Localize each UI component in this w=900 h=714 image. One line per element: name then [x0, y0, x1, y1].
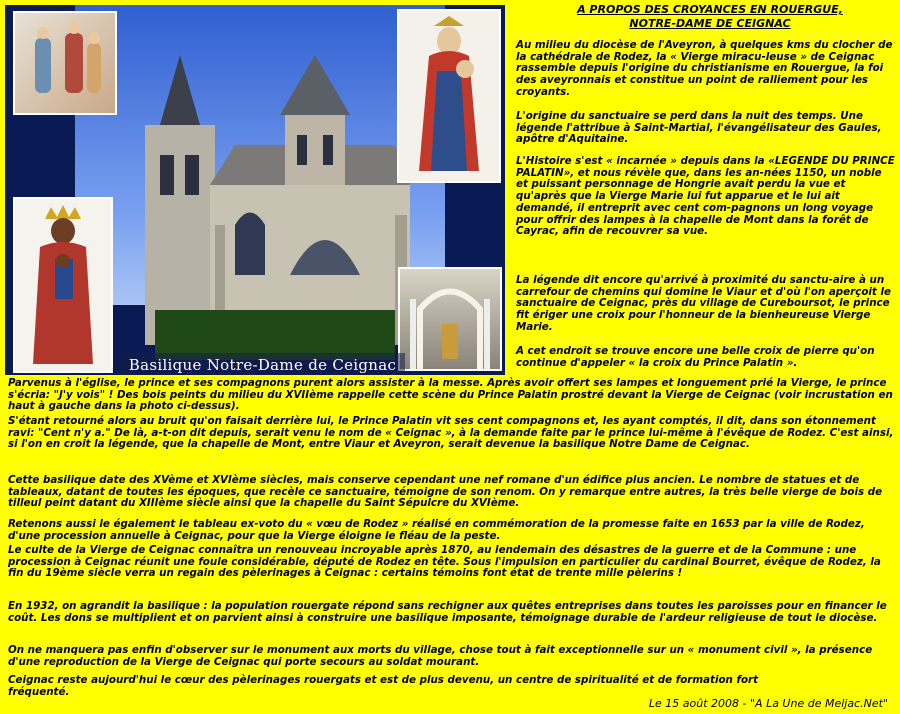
paragraph-conclusion: Ceignac reste aujourd'hui le cœur des pèlerinages rouergats et est de plus devenu, un centre de spiritualité et de formation fort fréquenté.	[8, 674, 759, 698]
basilica-photo-montage	[5, 5, 505, 375]
paragraph-intro: Au milieu du diocèse de l'Aveyron, à quelques kms du clocher de la cathédrale de Rodez, la « Vierge miracu-leuse » de Ceignac rassemble depuis l'origine du christianisme en Rouergue, la foi des aveyronnais et constitue un point de ralliement pour les croyants.	[516, 39, 893, 98]
footer-date-credit: Le 15 août 2008 - "A La Une de Meljac.Net"	[648, 697, 888, 710]
nave-interior-icon	[400, 269, 500, 369]
inset-crowned-virgin	[13, 197, 113, 373]
paragraph-1932: En 1932, on agrandit la basilique : la population rouergate répond sans rechigner aux quêtes entreprises dans toutes les paroisses pour en financer le coût. Les dons se multiplient et on parvient ainsi à construire une basilique imposante, témoignage durable de l'ardeur religieuse de tout le diocèse.	[8, 600, 887, 624]
paragraph-origin: L'origine du sanctuaire se perd dans la nuit des temps. Une légende l'attribue à Saint-Martial, l'évangélisateur des Gaules, apôtre d'Aquitaine.	[516, 110, 882, 146]
inset-basilica-interior	[398, 267, 502, 371]
paragraph-stone-cross: A cet endroit se trouve encore une belle croix de pierre qu'on continue d'appeler « la croix du Prince Palatin ».	[516, 345, 875, 369]
prince-palatin-scene-icon	[15, 13, 115, 113]
title-line-2: NOTRE-DAME DE CEIGNAC	[629, 17, 791, 30]
title-line-1: A PROPOS DES CROYANCES EN ROUERGUE,	[577, 3, 843, 16]
paragraph-war-memorial: On ne manquera pas enfin d'observer sur le monument aux morts du village, chose tout à fait exceptionnelle sur un « monument civil », la présence d'une reproduction de la Vierge de Ceignac qui porte secours au soldat mourant.	[8, 644, 873, 668]
paragraph-basilica-history: Cette basilique date des XVème et XVIème siècles, mais conserve cependant une nef romane d'un édifice plus ancien. Le nombre de statues et de tableaux, datant de toutes les époques, que recèle ce sanctuaire, témoigne de son renom. On y remarque entre autres, la très belle vierge de bois de tilleul peint datant du XIIIème siècle ainsi que la chapelle du Saint Sépulcre du XVIème.	[8, 474, 883, 510]
paragraph-ex-voto: Retenons aussi le également le tableau ex-voto du « vœu de Rodez » réalisé en commémoration de la promesse faite en 1653 par la ville de Rodez, d'une procession annuelle à Ceignac, pour que la Vierge éloigne le fléau de la peste.	[8, 518, 865, 542]
crowned-virgin-icon	[15, 199, 111, 371]
page-title	[540, 3, 880, 31]
paragraph-cross-legend: La légende dit encore qu'arrivé à proximité du sanctu-aire à un carrefour de chemins qui domine le Viaur et d'où l'on aperçoit le sanctuaire de Ceignac, près du village de Cureboursot, le prince fit ériger une croix pour l'honneur de la bienheureuse Vierge Marie.	[516, 274, 891, 333]
basilica-illustration	[65, 25, 445, 355]
paragraph-name-origin: S'étant retourné alors au bruit qu'on faisait derrière lui, le Prince Palatin vit ses cent compagnons et, les ayant comptés, il dit, dans son étonnement ravi: "Cent n'y a." De là, a-t-on dit depuis, serait venu le nom de « Ceignac », à la demande faite par le prince lui-même à l'évêque de Rodez. C'est ainsi, si l'on en croit la légende, que la chapelle de Mont, entre Viaur et Aveyron, serait devenue la basilique Notre Dame de Ceignac.	[8, 415, 894, 451]
virgin-statue-icon	[399, 11, 499, 181]
paragraph-renewal: Le culte de la Vierge de Ceignac connaîtra un renouveau incroyable après 1870, au lendemain des désastres de la guerre et de la Commune : une procession à Ceignac réunit une foule considérable, député de Rodez en tête. Sous l'impulsion en particulier du cardinal Bourret, évêque de Rodez, la fin du 19ème siècle verra un regain des pèlerinages à Ceignac : certains témoins font état de trente mille pèlerins !	[8, 544, 881, 580]
photo-caption: Basilique Notre-Dame de Ceignac	[120, 353, 405, 375]
inset-painted-wood-scene	[13, 11, 117, 115]
paragraph-legend-prince: L'Histoire s'est « incarnée » depuis dans la «LEGENDE DU PRINCE PALATIN», et nous révèle que, dans les an-nées 1150, un noble et puissant personnage de Hongrie avait perdu la vue et qu'après que la Vierge Marie lui fut apparue et le lui ait demandé, il entreprit avec cent com-pagnons un long voyage pour offrir des lampes à la chapelle de Mont dans la forêt de Cayrac, afin de recouvrer sa vue.	[516, 155, 895, 238]
inset-wooden-virgin-statue	[397, 9, 501, 183]
paragraph-miracle: Parvenus à l'église, le prince et ses compagnons purent alors assister à la messe. Après avoir offert ses lampes et longuement prié la Vierge, le prince s'écria: "J'y vois" ! Des bois peints du milieu du XVIIème rappelle cette scène du Prince Palatin prostré devant la Vierge de Ceignac (voir incrustation en haut à gauche dans la photo ci-dessus).	[8, 377, 893, 413]
